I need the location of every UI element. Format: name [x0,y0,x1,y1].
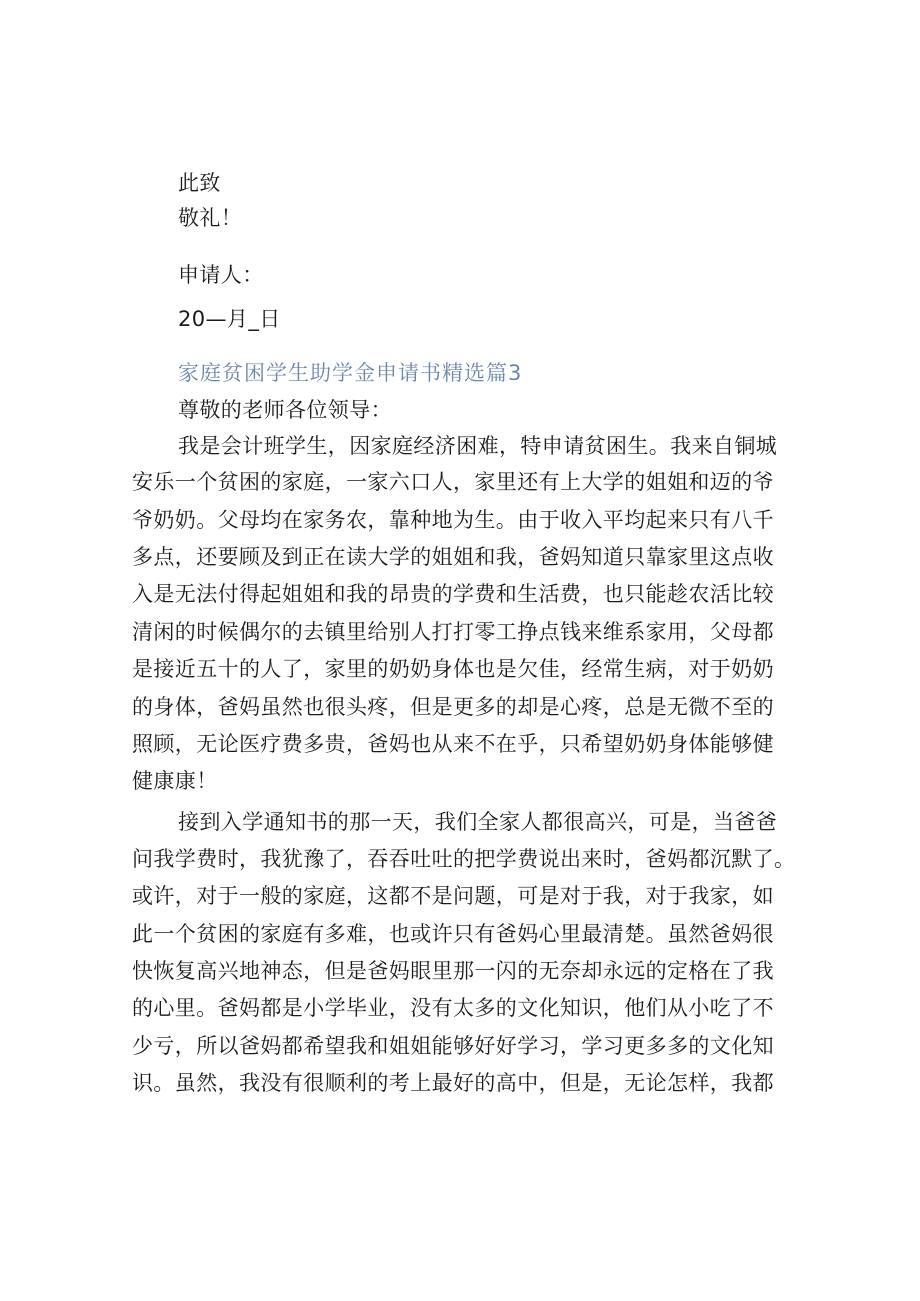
paragraph-line: 的心里。爸妈都是小学毕业，没有太多的文化知识，他们从小吃了不 [132,996,774,1020]
applicant-label: 申请人： [178,263,264,287]
salutation-line-2: 敬礼！ [178,206,243,230]
paragraph-line: 爷奶奶。父母均在家务农，靠种地为生。由于收入平均起来只有八千 [132,508,774,532]
paragraph-line: 照顾，无论医疗费多贵，爸妈也从来不在乎，只希望奶奶身体能够健 [132,732,774,756]
paragraph-line: 问我学费时，我犹豫了，吞吞吐吐的把学费说出来时，爸妈都沉默了。 [132,847,796,871]
paragraph-line: 少亏，所以爸妈都希望我和姐姐能够好好学习，学习更多多的文化知 [132,1034,774,1058]
paragraph-line: 入是无法付得起姐姐和我的昂贵的学费和生活费，也只能趁农活比较 [132,582,774,606]
paragraph-line: 接到入学通知书的那一天，我们全家人都很高兴，可是，当爸爸 [178,810,778,834]
section-heading: 家庭贫困学生助学金申请书精选篇3 [178,361,523,385]
paragraph-line: 是接近五十的人了，家里的奶奶身体也是欠佳，经常生病，对于奶奶 [132,657,774,681]
paragraph-line: 多点，还要顾及到正在读大学的姐姐和我，爸妈知道只靠家里这点收 [132,545,774,569]
salutation-line-1: 此致 [178,171,221,195]
date-line: 20—月_日 [178,307,281,331]
paragraph-line: 我是会计班学生，因家庭经济困难，特申请贫困生。我来自铜城 [178,434,778,458]
paragraph-line: 的身体，爸妈虽然也很头疼，但是更多的却是心疼，总是无微不至的 [132,695,774,719]
paragraph-line: 健康康！ [132,769,218,793]
paragraph-line: 快恢复高兴地神态，但是爸妈眼里那一闪的无奈却永远的定格在了我 [132,959,774,983]
paragraph-line: 或许，对于一般的家庭，这都不是问题，可是对于我，对于我家，如 [132,884,774,908]
paragraph-line: 识。虽然，我没有很顺利的考上最好的高中，但是，无论怎样，我都 [132,1071,774,1095]
paragraph-line: 安乐一个贫困的家庭，一家六口人，家里还有上大学的姐姐和迈的爷 [132,470,774,494]
paragraph-line: 此一个贫困的家庭有多难，也或许只有爸妈心里最清楚。虽然爸妈很 [132,922,774,946]
paragraph-line: 清闲的时候偶尔的去镇里给别人打打零工挣点钱来维系家用，父母都 [132,620,774,644]
greeting: 尊敬的老师各位领导： [178,398,392,422]
